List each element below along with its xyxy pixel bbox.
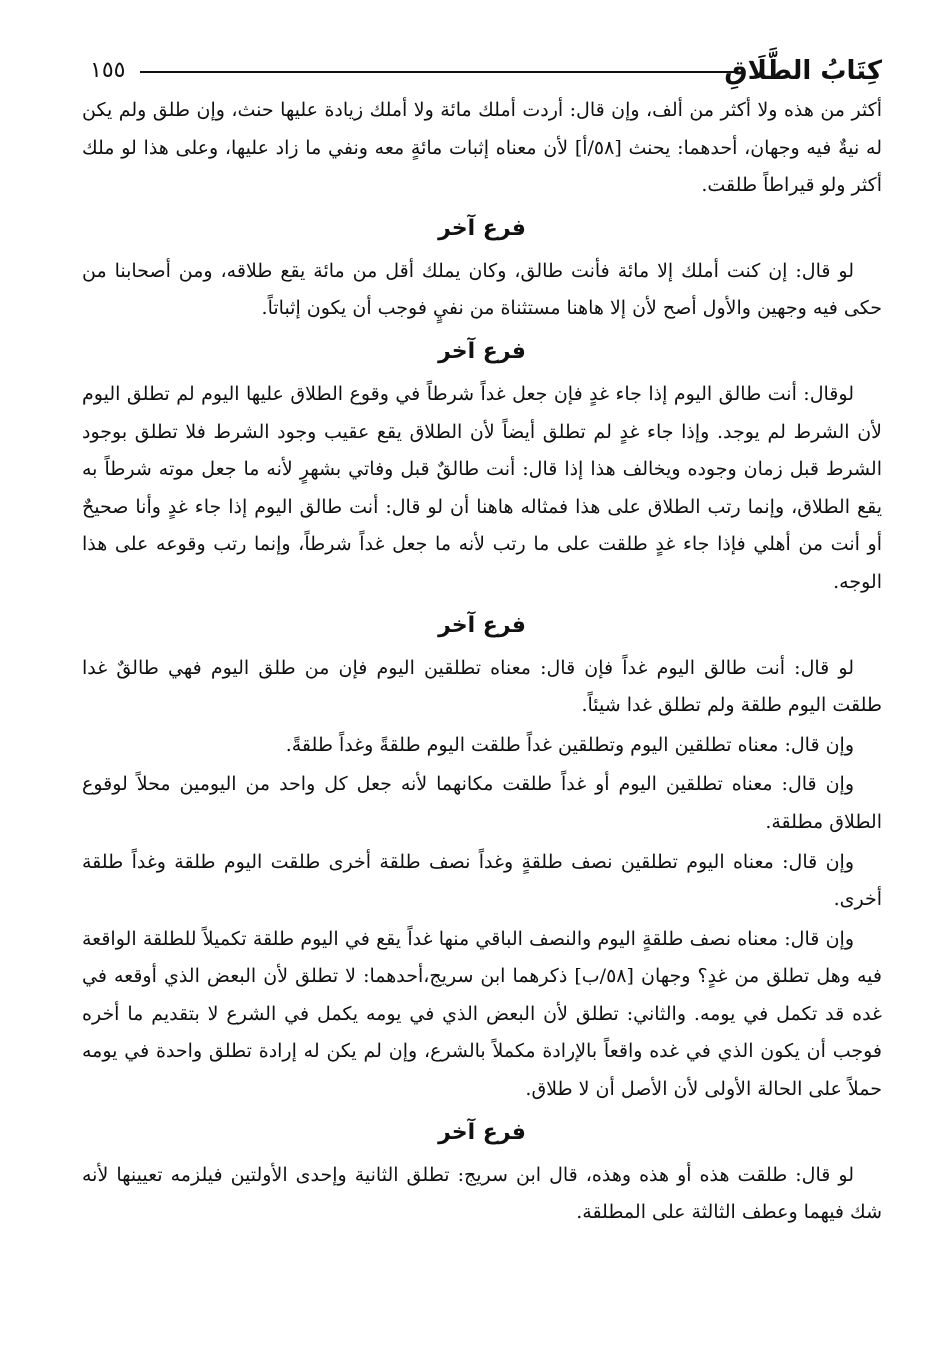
header-rule <box>140 71 736 73</box>
running-head-book-title: كِتَابُ الطَّلَاقِ <box>724 56 882 86</box>
section-heading: فرع آخر <box>438 338 526 364</box>
section-heading: فرع آخر <box>438 215 526 241</box>
continuation-paragraph: أكثر من هذه ولا أكثر من ألف، وإن قال: أردت أملك مائة ولا أملك زيادة عليها حنث، وإن طلق ولم يكن له نيةٌ فيه وجهان، أحدهما: يحنث [٥٨/أ] لأن معناه إثبات مائةٍ معه ونفي ما زاد عليها، وعلى هذا لو ملك أكثر ولو قيراطاً طلقت. <box>82 99 882 197</box>
section-heading: فرع آخر <box>438 1119 526 1145</box>
section-paragraph: لوقال: أنت طالق اليوم إذا جاء غدٍ فإن جعل غداً شرطاً في وقوع الطلاق عليها اليوم لم تطلق اليوم لأن الشرط لم يوجد. وإذا جاء غدٍ لم تطلق أيضاً لأن الطلاق يقع عقيب وجود الشرط فلا تطلق بوجود الشرط قبل زمان وجوده ويخالف هذا إذا قال: أنت طالقٌ قبل وفاتي بشهرٍ لأنه ما جعل موته شرطاً به يقع الطلاق، وإنما رتب الطلاق على هذا فمثاله هاهنا أن لو قال: أنت طالق اليوم إذا جاء غدٍ وأنا صحيحٌ أو أنت من أهلي فإذا جاء غدٍ طلقت على ما رتب لأنه ما جعل غداً شرطاً، وإنما رتب وقوعه على هذا الوجه. <box>82 382 882 593</box>
page-number: ١٥٥ <box>90 58 126 83</box>
running-header <box>82 40 882 92</box>
section-paragraph: لو قال: إن كنت أملك إلا مائة فأنت طالق، وكان يملك أقل من مائة يقع طلاقه، ومن أصحابنا من حكى فيه وجهين والأول أصح لأن إلا هاهنا مستثناة من نفيٍ فوجب أن يكون إثباتاً. <box>82 259 882 320</box>
section-paragraph: لو قال: أنت طالق اليوم غداً فإن قال: معناه تطلقين اليوم فإن من طلق اليوم فهي طالقٌ غدا طلقت اليوم طلقة ولم تطلق غدا شيئاً. <box>82 656 882 717</box>
section-paragraph: لو قال: طلقت هذه أو هذه وهذه، قال ابن سريج: تطلق الثانية وإحدى الأولتين فيلزمه تعيينها لأنه شك فيهما وعطف الثالثة على المطلقة. <box>82 1163 882 1224</box>
section-paragraph: وإن قال: معناه تطلقين اليوم أو غداً طلقت مكانهما لأنه جعل كل واحد من اليومين محلاً لوقوع الطلاق مطلقة. <box>82 773 882 833</box>
section-paragraph: وإن قال: معناه نصف طلقةٍ اليوم والنصف الباقي منها غداً يقع في اليوم طلقة تكميلاً للطلقة الواقعة فيه وهل تطلق من غدٍ؟ وجهان [٥٨/ب] ذكرهما ابن سريج،أحدهما: لا تطلق لأن البعض الذي أوقعه في غده قد تكمل في يومه. والثاني: تطلق لأن البعض الذي في يومه يكمل في الشرع لا بتقديم ما أخره فوجب أن يكون الذي في غده واقعاً بالإرادة مكملاً بالشرع، وإن لم يكن له إرادة تطلق واحدة في يومه حملاً على الحالة الأولى لأن الأصل أن لا طلاق. <box>82 927 882 1101</box>
book-page <box>82 40 882 1350</box>
section-paragraph: وإن قال: معناه اليوم تطلقين نصف طلقةٍ وغداً نصف طلقة أخرى طلقت اليوم طلقة وغداً طلقة أخرى. <box>82 850 882 911</box>
section-paragraph: وإن قال: معناه تطلقين اليوم وتطلقين غداً طلقت اليوم طلقةً وغداً طلقةً. <box>285 733 854 756</box>
section-heading: فرع آخر <box>438 612 526 638</box>
page-body <box>82 92 882 1232</box>
